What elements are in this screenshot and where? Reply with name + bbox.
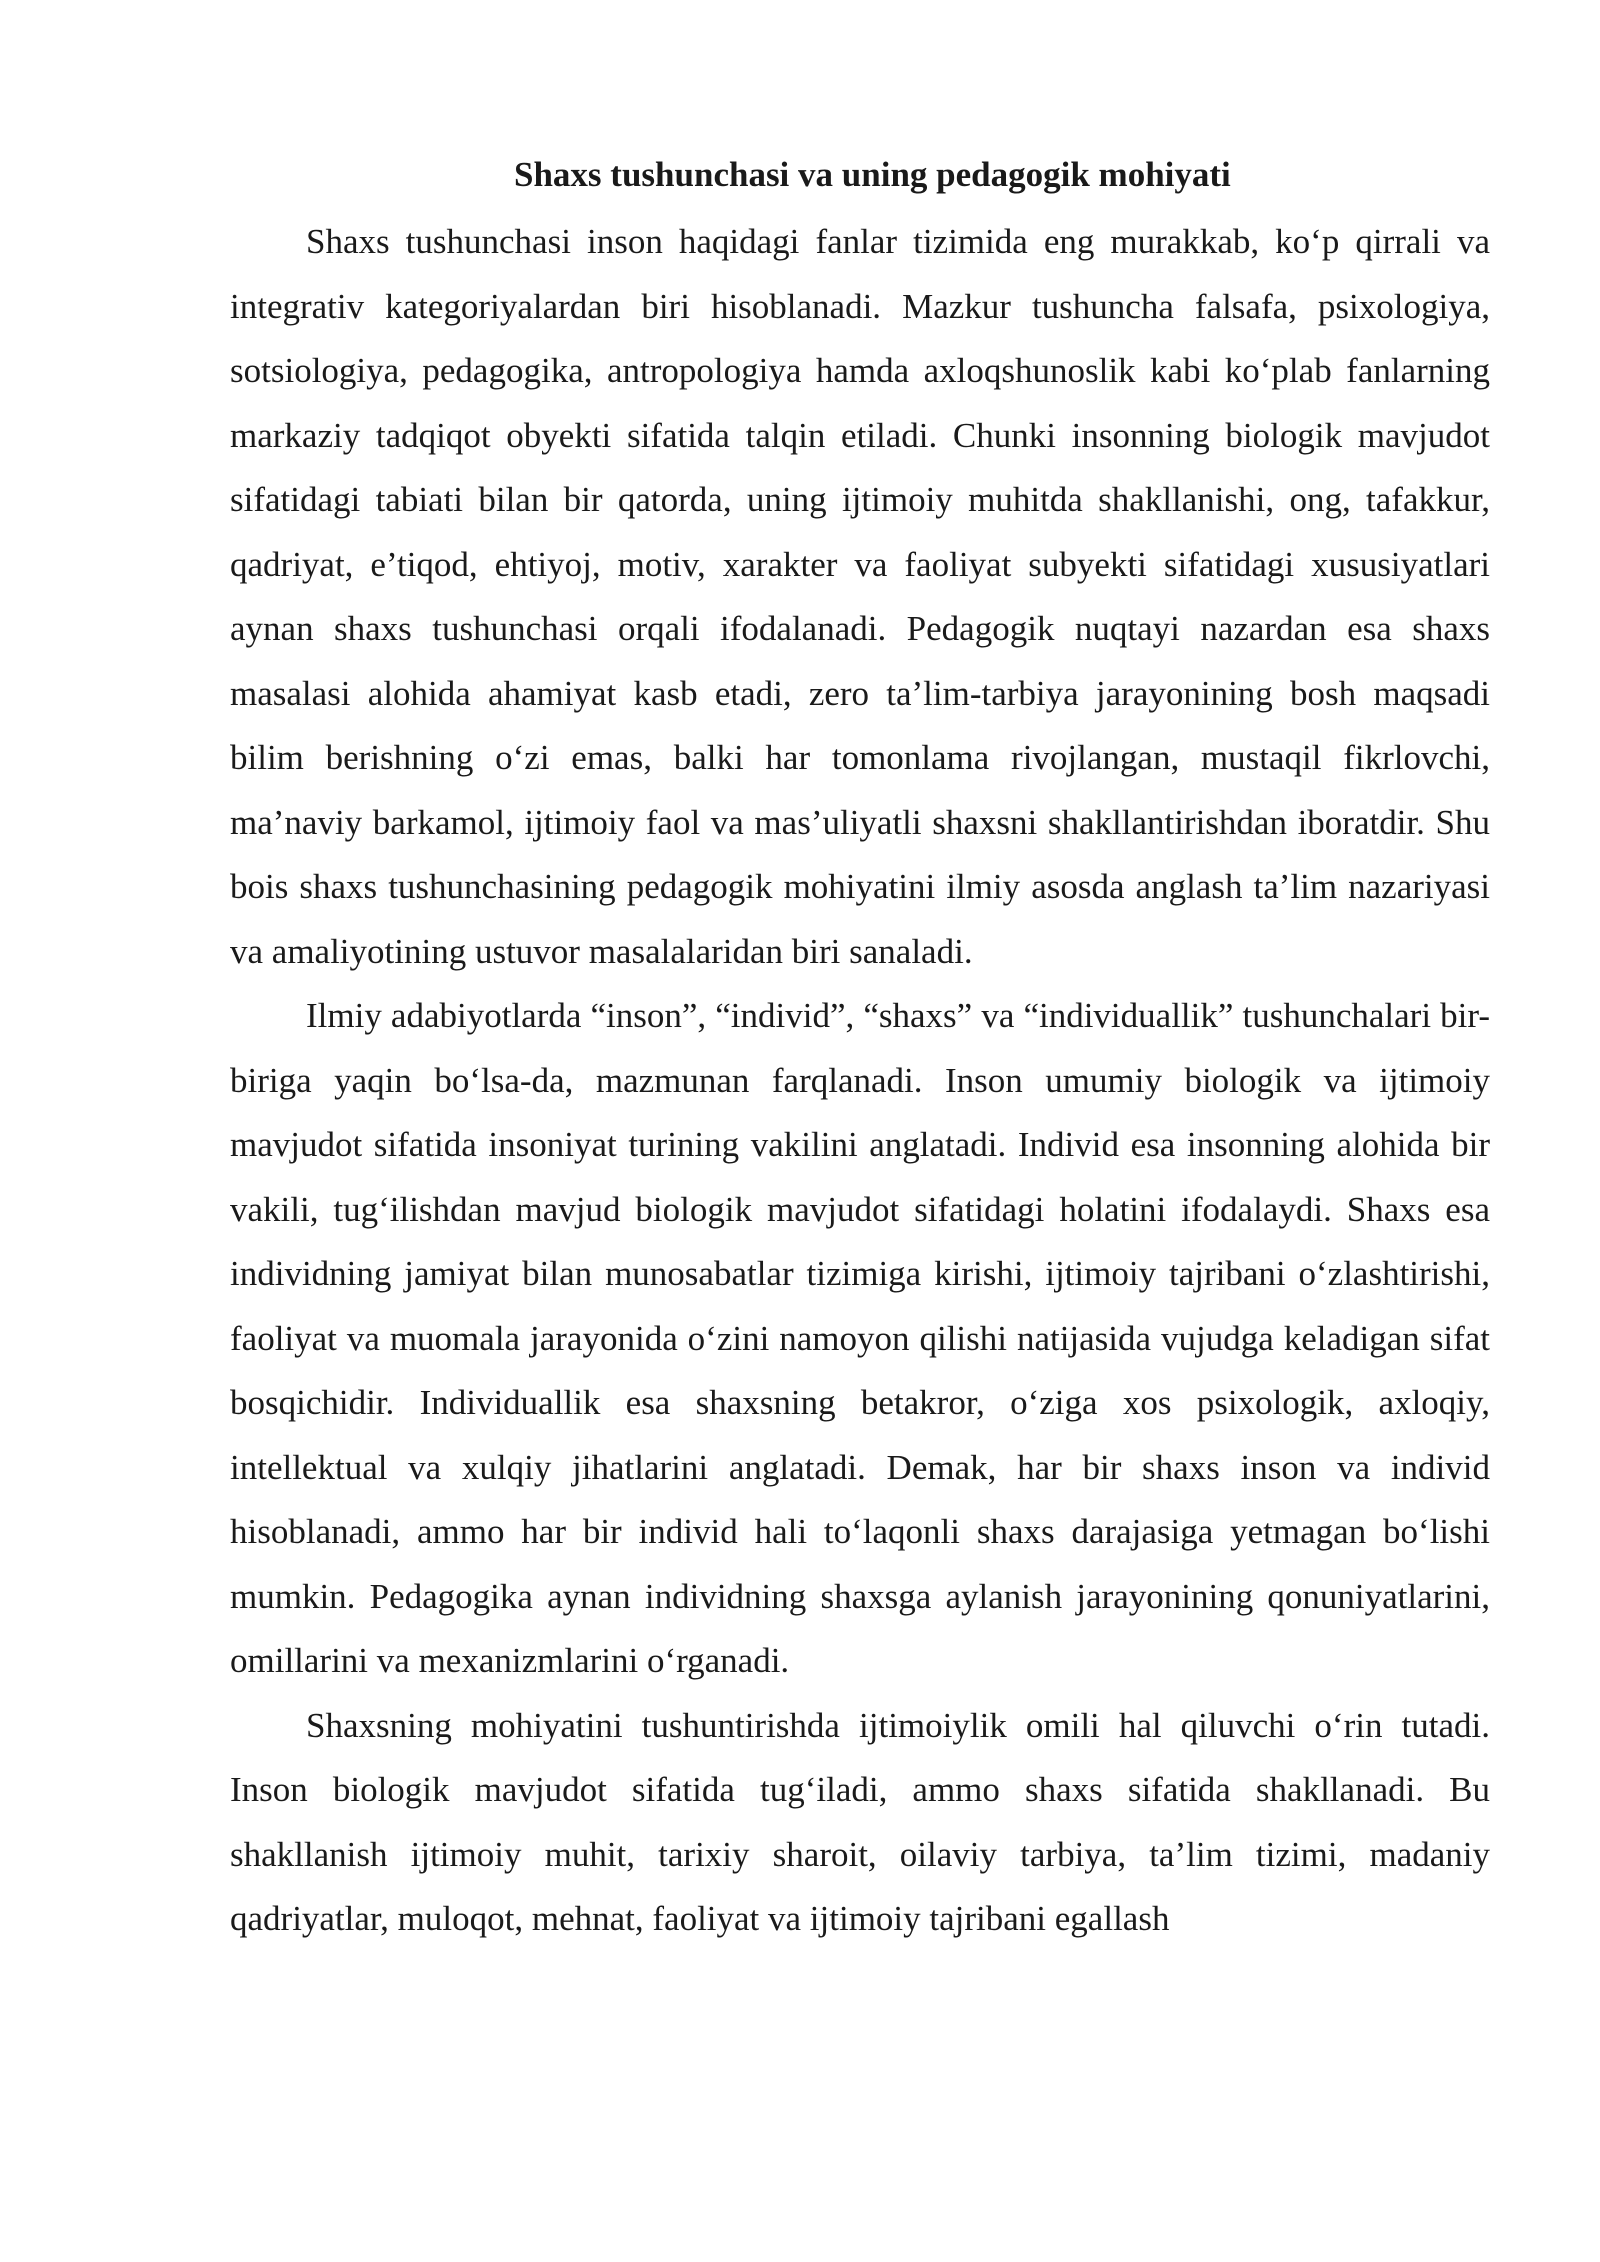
document-body xyxy=(230,150,1490,1952)
paragraph: Shaxs tushunchasi inson haqidagi fanlar tizimida eng murakkab, ko‘p qirrali va integrativ kategoriyalardan biri hisoblanadi. Mazkur tushuncha falsafa, psixologiya, sotsiologiya, pedagogika, antropologiya hamda axloqshunoslik kabi ko‘plab fanlarning markaziy tadqiqot obyekti sifatida talqin etiladi. Chunki insonning biologik mavjudot sifatidagi tabiati bilan bir qatorda, uning ijtimoiy muhitda shakllanishi, ong, tafakkur, qadriyat, e’tiqod, ehtiyoj, motiv, xarakter va faoliyat subyekti sifatidagi xususiyatlari aynan shaxs tushunchasi orqali ifodalanadi. Pedagogik nuqtayi nazardan esa shaxs masalasi alohida ahamiyat kasb etadi, zero ta’lim-tarbiya jarayonining bosh maqsadi bilim berishning o‘zi emas, balki har tomonlama rivojlangan, mustaqil fikrlovchi, ma’naviy barkamol, ijtimoiy faol va mas’uliyatli shaxsni shakllantirishdan iboratdir. Shu bois shaxs tushunchasining pedagogik mohiyatini ilmiy asosda anglash ta’lim nazariyasi va amaliyotining ustuvor masalalaridan biri sanaladi. xyxy=(230,222,1490,971)
paragraph: Shaxsning mohiyatini tushuntirishda ijtimoiylik omili hal qiluvchi o‘rin tutadi. Inson biologik mavjudot sifatida tug‘iladi, ammo shaxs sifatida shakllanadi. Bu shakllanish ijtimoiy muhit, tarixiy sharoit, oilaviy tarbiya, ta’lim tizimi, madaniy qadriyatlar, muloqot, mehnat, faoliyat va ijtimoiy tajribani egallash xyxy=(230,1705,1490,1938)
document-title: Shaxs tushunchasi va uning pedagogik mohiyati xyxy=(514,155,1231,194)
paragraph: Ilmiy adabiyotlarda “inson”, “individ”, “shaxs” va “individuallik” tushunchalari bir-biriga yaqin bo‘lsa-da, mazmunan farqlanadi. Inson umumiy biologik va ijtimoiy mavjudot sifatida insoniyat turining vakilini anglatadi. Individ esa insonning alohida bir vakili, tug‘ilishdan mavjud biologik mavjudot sifatidagi holatini ifodalaydi. Shaxs esa individning jamiyat bilan munosabatlar tizimiga kirishi, ijtimoiy tajribani o‘zlashtirishi, faoliyat va muomala jarayonida o‘zini namoyon qilishi natijasida vujudga keladigan sifat bosqichidir. Individuallik esa shaxsning betakror, o‘ziga xos psixologik, axloqiy, intellektual va xulqiy jihatlarini anglatadi. Demak, har bir shaxs inson va individ hisoblanadi, ammo har bir individ hali to‘laqonli shaxs darajasiga yetmagan bo‘lishi mumkin. Pedagogika aynan individning shaxsga aylanish jarayonining qonuniyatlarini, omillarini va mexanizmlarini o‘rganadi. xyxy=(230,996,1490,1680)
